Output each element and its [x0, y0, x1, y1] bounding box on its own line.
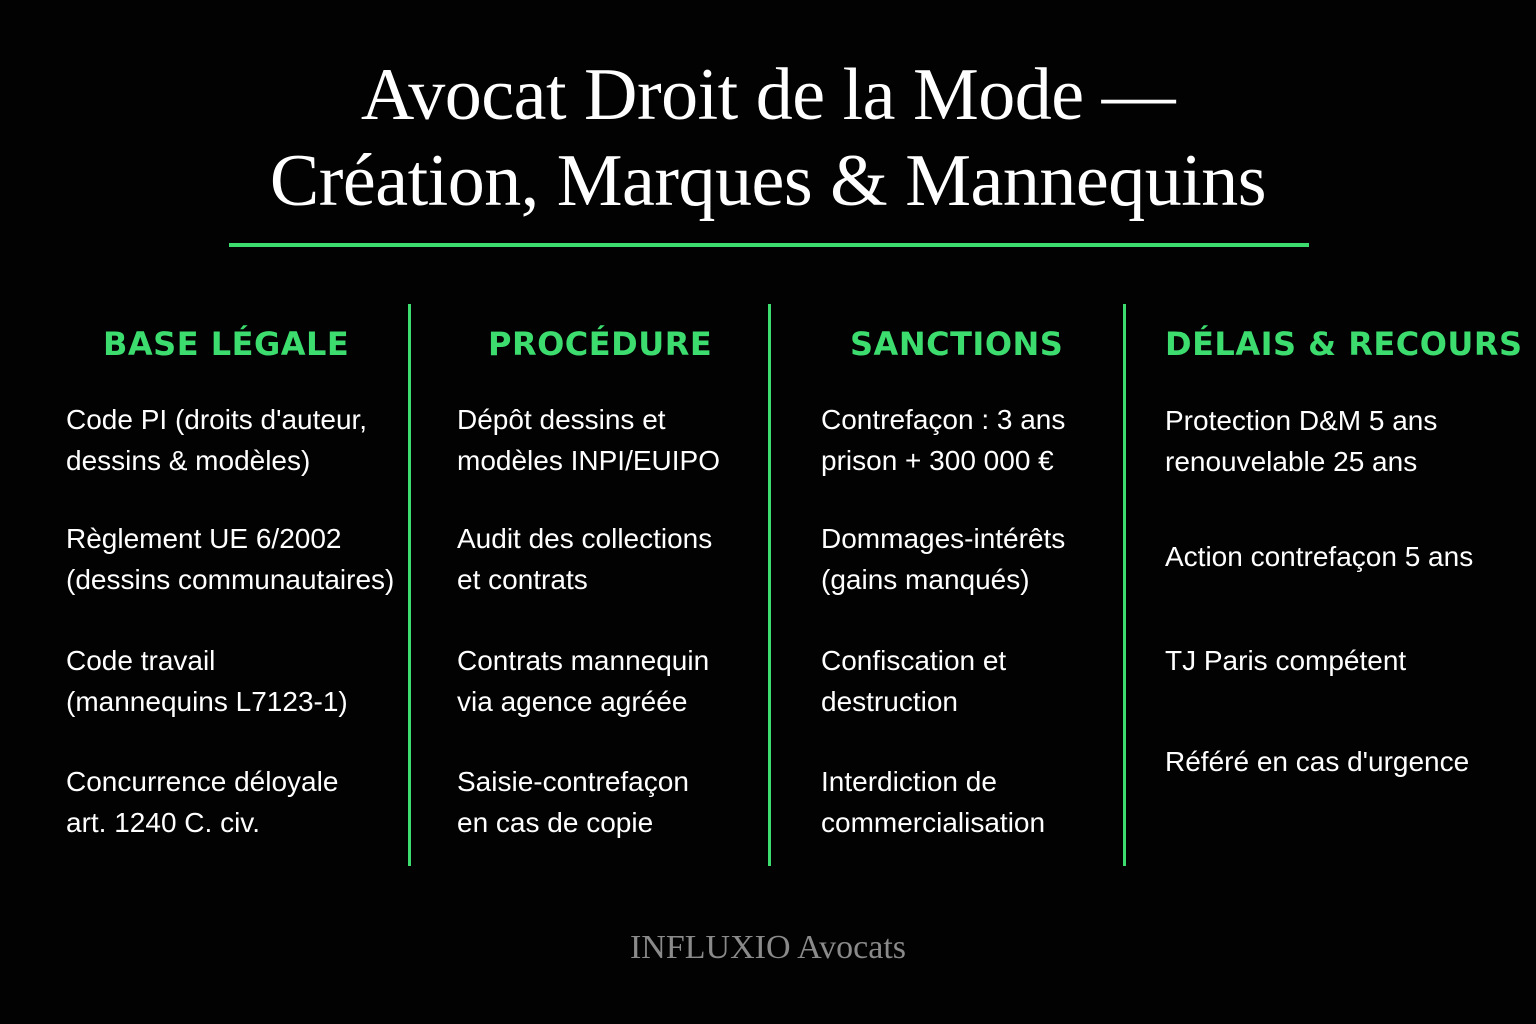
- list-item: Action contrefaçon 5 ans: [1165, 541, 1474, 572]
- list-item: Code travail (mannequins L7123-1): [66, 645, 348, 717]
- list-item: Saisie-contrefaçon en cas de copie: [457, 766, 689, 838]
- list-item: Contrats mannequin via agence agréée: [457, 645, 710, 717]
- column-divider: [768, 304, 771, 866]
- firm-footer: INFLUXIO Avocats: [629, 929, 907, 966]
- list-item: TJ Paris compétent: [1165, 645, 1407, 676]
- list-item: Audit des collections et contrats: [457, 523, 713, 595]
- list-item: Contrefaçon : 3 ans prison + 300 000 €: [821, 404, 1066, 476]
- list-item: Confiscation et destruction: [821, 645, 1007, 717]
- list-item: Concurrence déloyale art. 1240 C. civ.: [66, 766, 339, 838]
- title-line-1: Avocat Droit de la Mode —: [360, 54, 1176, 136]
- list-item: Dépôt dessins et modèles INPI/EUIPO: [457, 404, 720, 476]
- list-item: Dommages-intérêts (gains manqués): [821, 523, 1066, 595]
- column-heading-procedure: PROCÉDURE: [488, 325, 713, 363]
- title-underline: [229, 243, 1309, 247]
- column-divider: [408, 304, 411, 866]
- list-item: Interdiction de commercialisation: [821, 766, 1046, 838]
- column-divider: [1123, 304, 1126, 866]
- list-item: Protection D&M 5 ans renouvelable 25 ans: [1165, 405, 1438, 477]
- title-line-2: Création, Marques & Mannequins: [269, 140, 1267, 222]
- column-heading-base-legale: BASE LÉGALE: [103, 325, 350, 363]
- column-heading-sanctions: SANCTIONS: [850, 325, 1064, 363]
- list-item: Règlement UE 6/2002 (dessins communautaires): [66, 523, 395, 595]
- list-item: Référé en cas d'urgence: [1165, 746, 1470, 777]
- column-heading-delais-recours: DÉLAIS & RECOURS: [1165, 325, 1523, 363]
- page-title: [0, 52, 1536, 224]
- list-item: Code PI (droits d'auteur, dessins & modèles): [66, 404, 368, 476]
